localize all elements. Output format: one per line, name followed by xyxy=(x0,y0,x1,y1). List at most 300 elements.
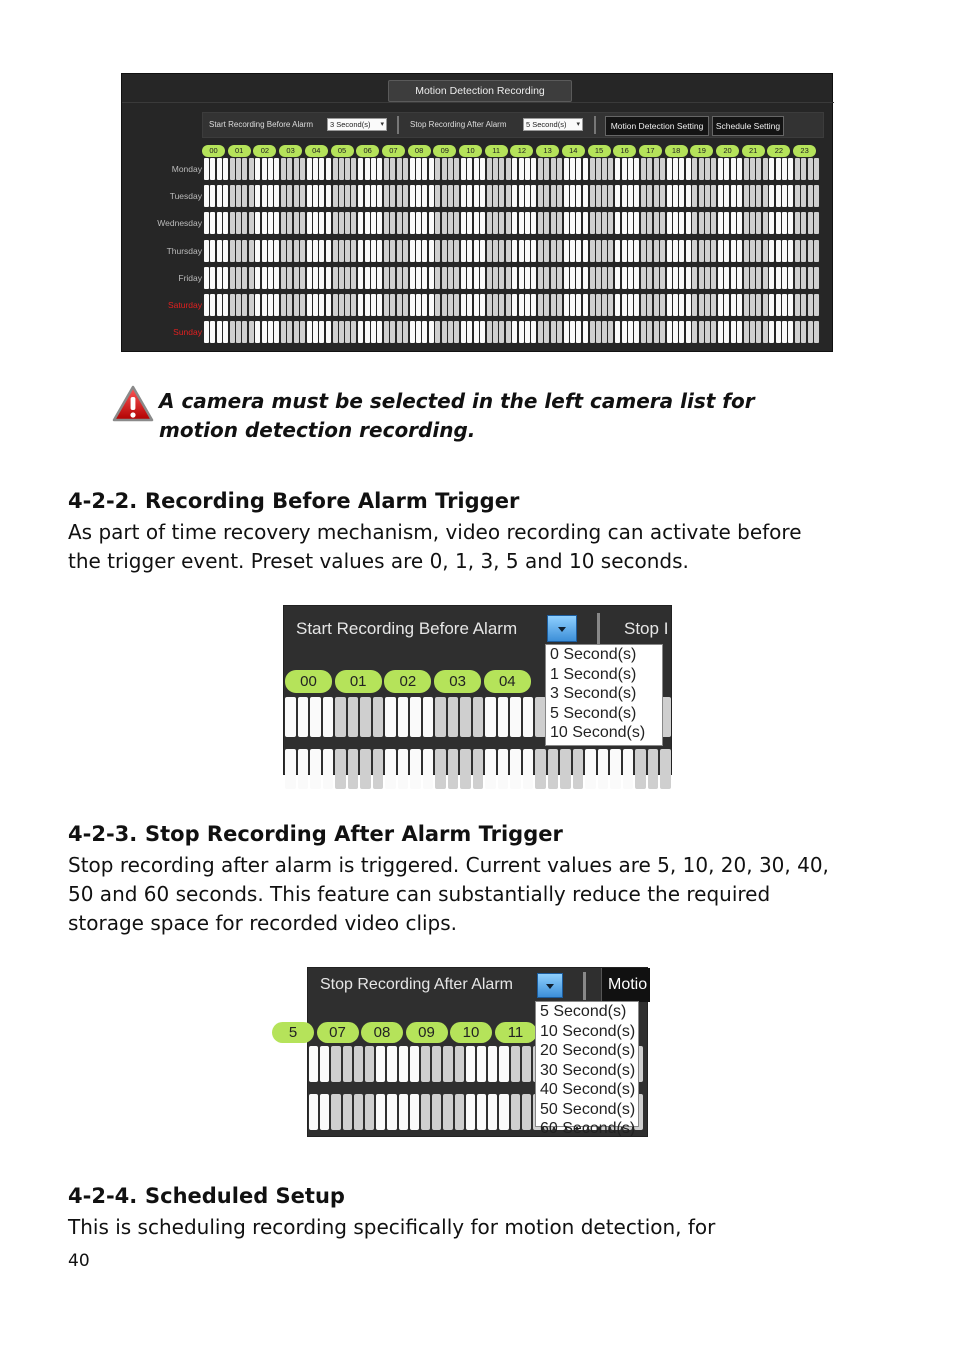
schedule-cell[interactable] xyxy=(570,158,575,180)
schedule-cell[interactable] xyxy=(493,294,498,316)
schedule-cell[interactable] xyxy=(692,212,697,234)
schedule-cell[interactable] xyxy=(223,267,228,289)
schedule-cell[interactable] xyxy=(390,267,395,289)
schedule-cell[interactable] xyxy=(622,212,627,234)
schedule-cell[interactable] xyxy=(506,240,511,262)
schedule-cell[interactable] xyxy=(365,294,370,316)
schedule-cell[interactable] xyxy=(512,267,517,289)
schedule-cell[interactable] xyxy=(236,321,241,343)
schedule-cell[interactable] xyxy=(795,294,800,316)
schedule-cell[interactable] xyxy=(473,749,484,789)
schedule-cell[interactable] xyxy=(512,294,517,316)
schedule-cell[interactable] xyxy=(493,185,498,207)
schedule-cell[interactable] xyxy=(480,158,485,180)
schedule-cell[interactable] xyxy=(268,240,273,262)
schedule-cell[interactable] xyxy=(711,267,716,289)
schedule-cell[interactable] xyxy=(788,294,793,316)
schedule-cell[interactable] xyxy=(480,294,485,316)
schedule-cell[interactable] xyxy=(512,321,517,343)
schedule-cell[interactable] xyxy=(795,267,800,289)
schedule-cell[interactable] xyxy=(596,267,601,289)
schedule-cell[interactable] xyxy=(488,1046,497,1082)
schedule-cell[interactable] xyxy=(262,212,267,234)
schedule-cell[interactable] xyxy=(596,294,601,316)
schedule-cell[interactable] xyxy=(365,240,370,262)
schedule-cell[interactable] xyxy=(354,1046,363,1082)
schedule-cell[interactable] xyxy=(679,158,684,180)
schedule-cell[interactable] xyxy=(323,749,334,789)
schedule-cell[interactable] xyxy=(262,185,267,207)
schedule-cell[interactable] xyxy=(376,1046,385,1082)
schedule-cell[interactable] xyxy=(268,185,273,207)
schedule-cell[interactable] xyxy=(210,158,215,180)
schedule-cell[interactable] xyxy=(493,321,498,343)
schedule-cell[interactable] xyxy=(262,158,267,180)
schedule-cell[interactable] xyxy=(335,749,346,789)
schedule-cell[interactable] xyxy=(410,1046,419,1082)
schedule-cell[interactable] xyxy=(673,321,678,343)
schedule-cell[interactable] xyxy=(320,1046,329,1082)
schedule-cell[interactable] xyxy=(319,185,324,207)
schedule-cell[interactable] xyxy=(750,158,755,180)
schedule-cell[interactable] xyxy=(731,185,736,207)
schedule-cell[interactable] xyxy=(551,158,556,180)
schedule-cell[interactable] xyxy=(731,294,736,316)
schedule-cell[interactable] xyxy=(519,240,524,262)
schedule-cell[interactable] xyxy=(686,321,691,343)
schedule-cell[interactable] xyxy=(635,749,646,789)
schedule-cell[interactable] xyxy=(390,321,395,343)
dropdown-option[interactable]: 3 Second(s) xyxy=(550,685,637,702)
schedule-cell[interactable] xyxy=(307,267,312,289)
schedule-cell[interactable] xyxy=(560,749,571,789)
schedule-cell[interactable] xyxy=(268,294,273,316)
schedule-cell[interactable] xyxy=(230,267,235,289)
schedule-cell[interactable] xyxy=(519,158,524,180)
schedule-cell[interactable] xyxy=(801,240,806,262)
schedule-cell[interactable] xyxy=(345,185,350,207)
schedule-cell[interactable] xyxy=(673,158,678,180)
schedule-cell[interactable] xyxy=(590,158,595,180)
start-recording-select[interactable] xyxy=(327,118,387,131)
schedule-cell[interactable] xyxy=(711,321,716,343)
schedule-cell[interactable] xyxy=(744,240,749,262)
schedule-cell[interactable] xyxy=(230,321,235,343)
schedule-cell[interactable] xyxy=(410,321,415,343)
schedule-cell[interactable] xyxy=(371,294,376,316)
schedule-cell[interactable] xyxy=(705,321,710,343)
schedule-cell[interactable] xyxy=(313,158,318,180)
schedule-cell[interactable] xyxy=(435,321,440,343)
schedule-cell[interactable] xyxy=(217,158,222,180)
schedule-cell[interactable] xyxy=(473,697,484,737)
schedule-cell[interactable] xyxy=(335,697,346,737)
schedule-cell[interactable] xyxy=(399,1046,408,1082)
dropdown-option[interactable]: 60 Second(s) xyxy=(540,1120,636,1137)
schedule-cell[interactable] xyxy=(397,212,402,234)
schedule-cell[interactable] xyxy=(525,212,530,234)
schedule-cell[interactable] xyxy=(255,212,260,234)
schedule-cell[interactable] xyxy=(686,158,691,180)
start-recording-options-list[interactable] xyxy=(545,644,663,746)
schedule-cell[interactable] xyxy=(387,1094,396,1130)
schedule-cell[interactable] xyxy=(480,267,485,289)
schedule-cell[interactable] xyxy=(236,158,241,180)
schedule-cell[interactable] xyxy=(397,185,402,207)
schedule-cell[interactable] xyxy=(403,240,408,262)
schedule-cell[interactable] xyxy=(660,212,665,234)
schedule-cell[interactable] xyxy=(744,158,749,180)
dropdown-option[interactable]: 5 Second(s) xyxy=(550,704,637,722)
schedule-cell[interactable] xyxy=(615,158,620,180)
schedule-cell[interactable] xyxy=(477,1094,486,1130)
schedule-cell[interactable] xyxy=(432,1094,441,1130)
schedule-cell[interactable] xyxy=(339,212,344,234)
schedule-cell[interactable] xyxy=(442,267,447,289)
schedule-cell[interactable] xyxy=(814,185,819,207)
schedule-cell[interactable] xyxy=(474,267,479,289)
schedule-cell[interactable] xyxy=(756,267,761,289)
schedule-cell[interactable] xyxy=(788,212,793,234)
schedule-cell[interactable] xyxy=(399,1094,408,1130)
schedule-cell[interactable] xyxy=(538,267,543,289)
schedule-cell[interactable] xyxy=(285,697,296,737)
schedule-cell[interactable] xyxy=(512,185,517,207)
schedule-cell[interactable] xyxy=(377,321,382,343)
schedule-cell[interactable] xyxy=(538,240,543,262)
schedule-cell[interactable] xyxy=(551,267,556,289)
schedule-cell[interactable] xyxy=(326,185,331,207)
schedule-cell[interactable] xyxy=(590,185,595,207)
schedule-cell[interactable] xyxy=(454,158,459,180)
schedule-cell[interactable] xyxy=(345,240,350,262)
schedule-cell[interactable] xyxy=(230,185,235,207)
schedule-cell[interactable] xyxy=(236,267,241,289)
schedule-cell[interactable] xyxy=(782,294,787,316)
schedule-cell[interactable] xyxy=(455,1046,464,1082)
schedule-cell[interactable] xyxy=(377,185,382,207)
schedule-cell[interactable] xyxy=(371,321,376,343)
schedule-cell[interactable] xyxy=(570,294,575,316)
schedule-cell[interactable] xyxy=(403,212,408,234)
schedule-cell[interactable] xyxy=(461,212,466,234)
schedule-cell[interactable] xyxy=(307,294,312,316)
schedule-cell[interactable] xyxy=(590,240,595,262)
schedule-cell[interactable] xyxy=(307,321,312,343)
schedule-cell[interactable] xyxy=(583,185,588,207)
schedule-cell[interactable] xyxy=(814,267,819,289)
schedule-cell[interactable] xyxy=(333,267,338,289)
schedule-cell[interactable] xyxy=(692,321,697,343)
schedule-cell[interactable] xyxy=(274,158,279,180)
schedule-cell[interactable] xyxy=(300,321,305,343)
schedule-cell[interactable] xyxy=(319,240,324,262)
schedule-cell[interactable] xyxy=(737,185,742,207)
schedule-cell[interactable] xyxy=(622,294,627,316)
schedule-cell[interactable] xyxy=(339,158,344,180)
schedule-cell[interactable] xyxy=(442,158,447,180)
schedule-cell[interactable] xyxy=(776,212,781,234)
schedule-cell[interactable] xyxy=(358,321,363,343)
schedule-cell[interactable] xyxy=(416,294,421,316)
schedule-cell[interactable] xyxy=(763,240,768,262)
schedule-cell[interactable] xyxy=(377,158,382,180)
schedule-cell[interactable] xyxy=(309,1094,318,1130)
schedule-cell[interactable] xyxy=(608,294,613,316)
schedule-cell[interactable] xyxy=(298,697,309,737)
schedule-cell[interactable] xyxy=(384,321,389,343)
schedule-cell[interactable] xyxy=(510,697,521,737)
schedule-cell[interactable] xyxy=(576,321,581,343)
schedule-cell[interactable] xyxy=(390,158,395,180)
schedule-cell[interactable] xyxy=(519,267,524,289)
schedule-cell[interactable] xyxy=(782,185,787,207)
schedule-cell[interactable] xyxy=(262,321,267,343)
schedule-cell[interactable] xyxy=(506,321,511,343)
schedule-cell[interactable] xyxy=(724,158,729,180)
schedule-cell[interactable] xyxy=(255,321,260,343)
schedule-cell[interactable] xyxy=(493,158,498,180)
dropdown-option[interactable]: 30 Second(s) xyxy=(540,1061,636,1079)
schedule-cell[interactable] xyxy=(281,240,286,262)
schedule-cell[interactable] xyxy=(750,267,755,289)
schedule-cell[interactable] xyxy=(608,185,613,207)
schedule-cell[interactable] xyxy=(448,294,453,316)
schedule-cell[interactable] xyxy=(474,321,479,343)
schedule-cell[interactable] xyxy=(808,321,813,343)
schedule-cell[interactable] xyxy=(448,749,459,789)
schedule-cell[interactable] xyxy=(602,294,607,316)
schedule-cell[interactable] xyxy=(384,158,389,180)
schedule-cell[interactable] xyxy=(699,158,704,180)
schedule-cell[interactable] xyxy=(351,294,356,316)
schedule-cell[interactable] xyxy=(365,185,370,207)
schedule-cell[interactable] xyxy=(249,294,254,316)
dropdown-option[interactable]: 50 Second(s) xyxy=(540,1100,636,1118)
schedule-cell[interactable] xyxy=(679,185,684,207)
schedule-cell[interactable] xyxy=(358,212,363,234)
schedule-cell[interactable] xyxy=(538,212,543,234)
schedule-cell[interactable] xyxy=(365,212,370,234)
start-recording-dropdown-button[interactable] xyxy=(547,615,577,642)
schedule-cell[interactable] xyxy=(397,158,402,180)
schedule-cell[interactable] xyxy=(711,158,716,180)
schedule-cell[interactable] xyxy=(249,212,254,234)
schedule-cell[interactable] xyxy=(705,240,710,262)
schedule-cell[interactable] xyxy=(660,267,665,289)
schedule-cell[interactable] xyxy=(230,158,235,180)
schedule-cell[interactable] xyxy=(493,267,498,289)
schedule-cell[interactable] xyxy=(294,321,299,343)
schedule-cell[interactable] xyxy=(622,321,627,343)
schedule-cell[interactable] xyxy=(326,158,331,180)
stop-recording-select[interactable] xyxy=(523,118,583,131)
schedule-cell[interactable] xyxy=(724,240,729,262)
schedule-cell[interactable] xyxy=(204,185,209,207)
schedule-cell[interactable] xyxy=(499,321,504,343)
schedule-cell[interactable] xyxy=(442,321,447,343)
schedule-cell[interactable] xyxy=(461,294,466,316)
schedule-cell[interactable] xyxy=(242,240,247,262)
schedule-cell[interactable] xyxy=(326,267,331,289)
schedule-cell[interactable] xyxy=(230,294,235,316)
schedule-cell[interactable] xyxy=(333,240,338,262)
schedule-cell[interactable] xyxy=(242,267,247,289)
schedule-cell[interactable] xyxy=(628,267,633,289)
schedule-cell[interactable] xyxy=(776,267,781,289)
schedule-cell[interactable] xyxy=(519,294,524,316)
schedule-cell[interactable] xyxy=(686,294,691,316)
schedule-cell[interactable] xyxy=(705,294,710,316)
schedule-cell[interactable] xyxy=(403,185,408,207)
schedule-cell[interactable] xyxy=(570,240,575,262)
schedule-cell[interactable] xyxy=(210,185,215,207)
dropdown-option[interactable]: 10 Second(s) xyxy=(540,1022,636,1040)
schedule-cell[interactable] xyxy=(660,185,665,207)
schedule-cell[interactable] xyxy=(217,212,222,234)
schedule-cell[interactable] xyxy=(274,294,279,316)
schedule-cell[interactable] xyxy=(268,158,273,180)
schedule-cell[interactable] xyxy=(385,697,396,737)
schedule-cell[interactable] xyxy=(692,267,697,289)
schedule-cell[interactable] xyxy=(294,158,299,180)
schedule-cell[interactable] xyxy=(467,321,472,343)
schedule-cell[interactable] xyxy=(602,212,607,234)
schedule-cell[interactable] xyxy=(422,240,427,262)
schedule-cell[interactable] xyxy=(557,267,562,289)
schedule-cell[interactable] xyxy=(274,321,279,343)
schedule-cell[interactable] xyxy=(498,749,509,789)
schedule-cell[interactable] xyxy=(763,267,768,289)
schedule-cell[interactable] xyxy=(294,267,299,289)
schedule-cell[interactable] xyxy=(731,212,736,234)
schedule-cell[interactable] xyxy=(711,240,716,262)
schedule-cell[interactable] xyxy=(557,294,562,316)
schedule-cell[interactable] xyxy=(281,294,286,316)
schedule-cell[interactable] xyxy=(360,749,371,789)
schedule-cell[interactable] xyxy=(744,185,749,207)
schedule-cell[interactable] xyxy=(432,1046,441,1082)
schedule-cell[interactable] xyxy=(686,267,691,289)
schedule-cell[interactable] xyxy=(416,158,421,180)
schedule-cell[interactable] xyxy=(737,212,742,234)
schedule-cell[interactable] xyxy=(654,212,659,234)
schedule-cell[interactable] xyxy=(281,212,286,234)
schedule-cell[interactable] xyxy=(287,240,292,262)
schedule-cell[interactable] xyxy=(376,1094,385,1130)
schedule-cell[interactable] xyxy=(623,749,634,789)
schedule-cell[interactable] xyxy=(274,185,279,207)
schedule-cell[interactable] xyxy=(384,212,389,234)
schedule-cell[interactable] xyxy=(351,267,356,289)
schedule-cell[interactable] xyxy=(718,321,723,343)
schedule-cell[interactable] xyxy=(692,294,697,316)
schedule-cell[interactable] xyxy=(564,212,569,234)
motion-detection-setting-button[interactable]: Motion Detection Setting xyxy=(605,116,709,136)
schedule-cell[interactable] xyxy=(310,749,321,789)
schedule-cell[interactable] xyxy=(485,749,496,789)
schedule-cell[interactable] xyxy=(756,321,761,343)
schedule-cell[interactable] xyxy=(309,1046,318,1082)
schedule-cell[interactable] xyxy=(351,158,356,180)
dropdown-option[interactable]: 1 Second(s) xyxy=(550,665,637,683)
schedule-cell[interactable] xyxy=(801,185,806,207)
schedule-setting-button[interactable]: Schedule Setting xyxy=(712,116,784,136)
schedule-cell[interactable] xyxy=(576,158,581,180)
schedule-cell[interactable] xyxy=(416,212,421,234)
schedule-cell[interactable] xyxy=(294,185,299,207)
schedule-cell[interactable] xyxy=(801,321,806,343)
dropdown-option[interactable]: 40 Second(s) xyxy=(540,1081,636,1098)
schedule-cell[interactable] xyxy=(523,697,534,737)
stop-recording-options-list[interactable] xyxy=(535,1001,639,1137)
schedule-cell[interactable] xyxy=(460,749,471,789)
schedule-cell[interactable] xyxy=(705,185,710,207)
schedule-cell[interactable] xyxy=(667,240,672,262)
schedule-cell[interactable] xyxy=(262,267,267,289)
schedule-cell[interactable] xyxy=(724,294,729,316)
schedule-cell[interactable] xyxy=(808,158,813,180)
schedule-cell[interactable] xyxy=(737,294,742,316)
schedule-cell[interactable] xyxy=(204,321,209,343)
schedule-cell[interactable] xyxy=(769,294,774,316)
schedule-cell[interactable] xyxy=(647,240,652,262)
schedule-cell[interactable] xyxy=(410,1094,419,1130)
schedule-cell[interactable] xyxy=(718,185,723,207)
schedule-cell[interactable] xyxy=(654,321,659,343)
schedule-cell[interactable] xyxy=(345,267,350,289)
schedule-cell[interactable] xyxy=(326,294,331,316)
schedule-cell[interactable] xyxy=(647,267,652,289)
schedule-cell[interactable] xyxy=(255,294,260,316)
schedule-cell[interactable] xyxy=(557,185,562,207)
schedule-cell[interactable] xyxy=(422,212,427,234)
schedule-cell[interactable] xyxy=(365,321,370,343)
schedule-cell[interactable] xyxy=(319,267,324,289)
schedule-cell[interactable] xyxy=(331,1046,340,1082)
schedule-cell[interactable] xyxy=(506,158,511,180)
schedule-cell[interactable] xyxy=(499,240,504,262)
schedule-cell[interactable] xyxy=(242,321,247,343)
schedule-cell[interactable] xyxy=(634,158,639,180)
schedule-cell[interactable] xyxy=(598,749,609,789)
schedule-cell[interactable] xyxy=(461,185,466,207)
schedule-cell[interactable] xyxy=(333,185,338,207)
schedule-cell[interactable] xyxy=(551,294,556,316)
schedule-cell[interactable] xyxy=(493,212,498,234)
schedule-cell[interactable] xyxy=(230,240,235,262)
schedule-cell[interactable] xyxy=(331,1094,340,1130)
schedule-cell[interactable] xyxy=(287,294,292,316)
schedule-cell[interactable] xyxy=(435,267,440,289)
schedule-cell[interactable] xyxy=(679,212,684,234)
schedule-cell[interactable] xyxy=(602,321,607,343)
schedule-cell[interactable] xyxy=(345,212,350,234)
schedule-cell[interactable] xyxy=(249,185,254,207)
schedule-cell[interactable] xyxy=(461,321,466,343)
schedule-cell[interactable] xyxy=(596,185,601,207)
schedule-cell[interactable] xyxy=(673,185,678,207)
schedule-cell[interactable] xyxy=(808,294,813,316)
schedule-cell[interactable] xyxy=(634,294,639,316)
schedule-cell[interactable] xyxy=(435,158,440,180)
schedule-cell[interactable] xyxy=(410,697,421,737)
schedule-cell[interactable] xyxy=(339,294,344,316)
schedule-cell[interactable] xyxy=(236,185,241,207)
schedule-cell[interactable] xyxy=(410,294,415,316)
schedule-cell[interactable] xyxy=(210,240,215,262)
schedule-cell[interactable] xyxy=(307,240,312,262)
